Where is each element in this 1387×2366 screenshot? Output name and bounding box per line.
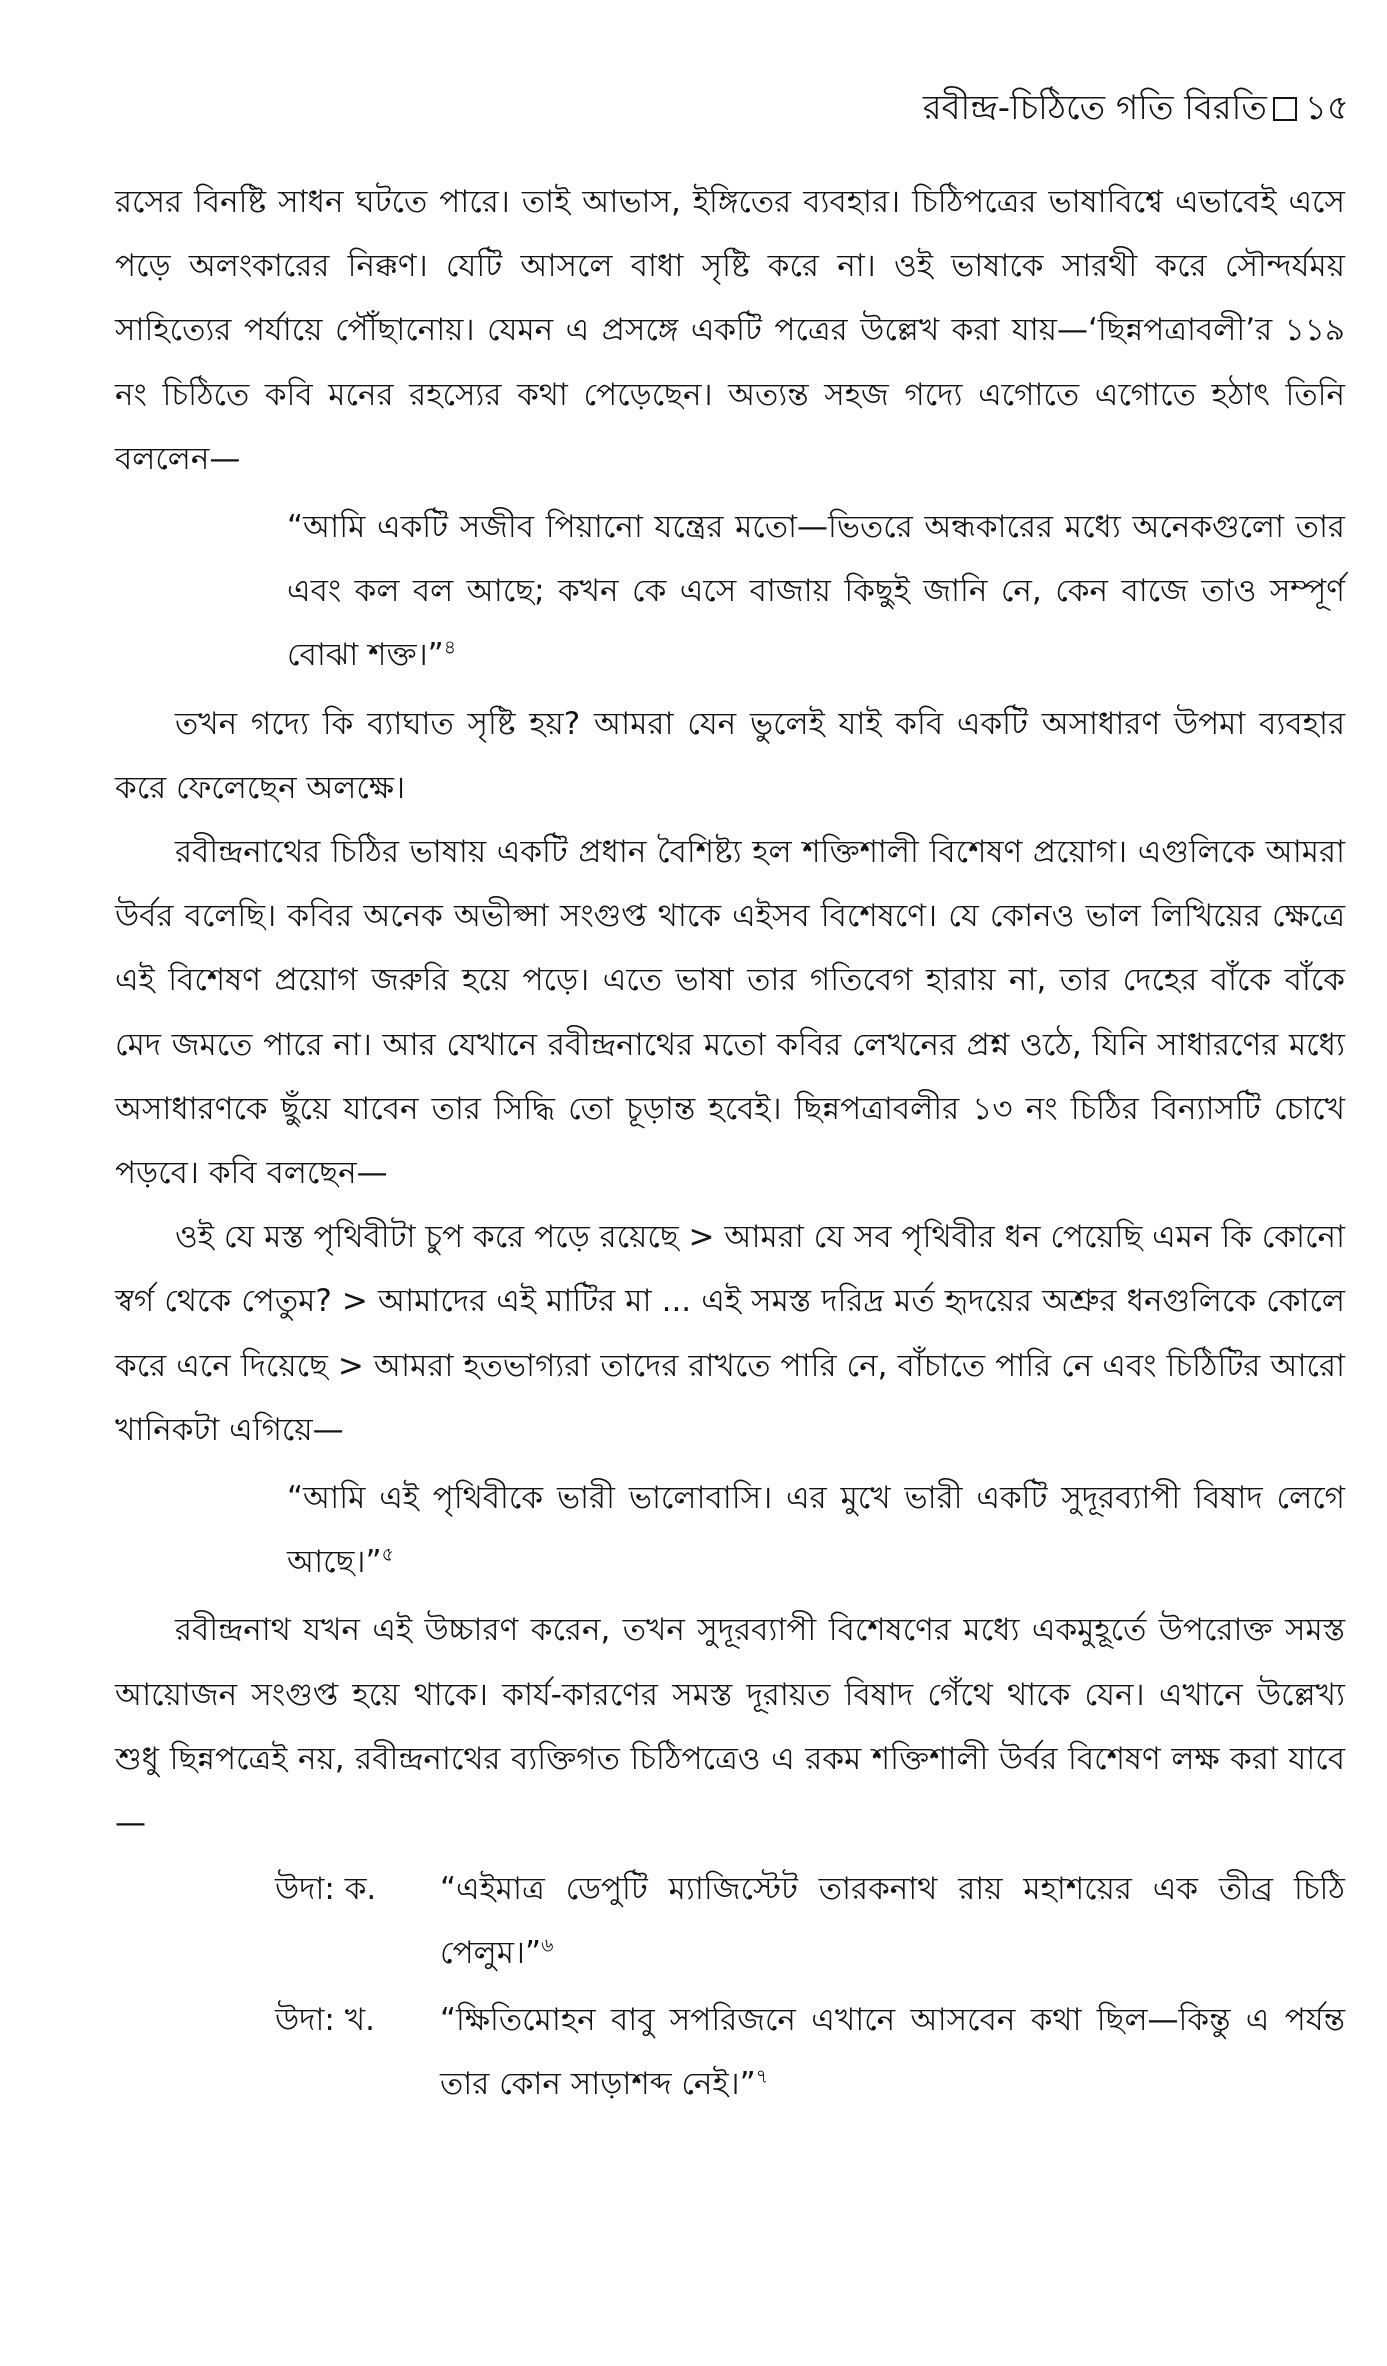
footnote-marker: ৭	[755, 2065, 769, 2088]
paragraph-4: ওই যে মস্ত পৃথিবীটা চুপ করে পড়ে রয়েছে > আমরা যে সব পৃথিবীর ধন পেয়েছি এমন কি কোনো স্বর্গ থেকে পেতুম? > আমাদের এই মাটির মা ... এই সমস্ত দরিদ্র মর্ত হৃদয়ের অশ্রুর ধনগুলিকে কোলে করে এনে দিয়েছে > আমরা হতভাগ্যরা তাদের রাখতে পারি নে, বাঁচাতে পারি নে এবং চিঠিটির আরো খানিকটা এগিয়ে—	[115, 1219, 1345, 1448]
running-head-title: রবীন্দ্র-চিঠিতে গতি বিরতি	[922, 88, 1267, 128]
paragraph-3: রবীন্দ্রনাথের চিঠির ভাষায় একটি প্রধান বৈশিষ্ট্য হল শক্তিশালী বিশেষণ প্রয়োগ। এগুলিকে আমরা উর্বর বলেছি। কবির অনেক অভীপ্সা সংগুপ্ত থাকে এইসব বিশেষণে। যে কোনও ভাল লিখিয়ের ক্ষেত্রে এই বিশেষণ প্রয়োগ জরুরি হয়ে পড়ে। এতে ভাষা তার গতিবেগ হারায় না, তার দেহের বাঁকে বাঁকে মেদ জমতে পারে না। আর যেখানে রবীন্দ্রনাথের মতো কবির লেখনের প্রশ্ন ওঠে, যিনি সাধারণের মধ্যে অসাধারণকে ছুঁয়ে যাবেন তার সিদ্ধি তো চূড়ান্ত হবেই। ছিন্নপত্রাবলীর ১৩ নং চিঠির বিন্যাসটি চোখে পড়বে। কবি বলছেন—	[115, 834, 1345, 1192]
paragraph-1: রসের বিনষ্টি সাধন ঘটতে পারে। তাই আভাস, ইঙ্গিতের ব্যবহার। চিঠিপত্রের ভাষাবিশ্বে এভাবেই এসে পড়ে অলংকারের নিক্কণ। যেটি আসলে বাধা সৃষ্টি করে না। ওই ভাষাকে সারথী করে সৌন্দর্যময় সাহিত্যের পর্যায়ে পৌঁছানোয়। যেমন এ প্রসঙ্গে একটি পত্রের উল্লেখ করা যায়—‘ছিন্নপত্রাবলী’র ১১৯ নং চিঠিতে কবি মনের রহস্যের কথা পেড়েছেন। অত্যন্ত সহজ গদ্যে এগোতে এগোতে হঠাৎ তিনি বললেন—	[115, 184, 1345, 477]
footnote-marker: ৪	[443, 637, 457, 660]
square-bullet-icon	[1273, 97, 1297, 121]
example-text-wrap	[440, 1988, 1345, 2116]
footnote-marker: ৫	[381, 1543, 394, 1566]
block-quote-2	[115, 1466, 1345, 1594]
example-text: “এইমাত্র ডেপুটি ম্যাজিস্টেট তারকনাথ রায় মহাশয়ের এক তীব্র চিঠি পেলুম।”	[440, 1871, 1345, 1972]
page-number: ১৫	[1304, 88, 1349, 128]
quote-text: “আমি একটি সজীব পিয়ানো যন্ত্রের মতো—ভিতরে অন্ধকারের মধ্যে অনেকগুলো তার এবং কল বল আছে; কখন কে এসে বাজায় কিছুই জানি নে, কেন বাজে তাও সম্পূর্ণ বোঝা শক্ত।”	[287, 509, 1345, 674]
body-text	[115, 170, 1345, 2116]
example-text-wrap	[440, 1857, 1345, 1985]
running-head	[923, 86, 1349, 130]
example-text: “ক্ষিতিমোহন বাবু সপরিজনে এখানে আসবেন কথা ছিল—কিন্তু এ পর্যন্ত তার কোন সাড়াশব্দ নেই।”	[440, 2001, 1345, 2102]
block-quote-1	[115, 495, 1345, 688]
example-label: উদা: খ.	[275, 2001, 375, 2038]
example-item	[115, 1988, 1345, 2116]
quote-text: “আমি এই পৃথিবীকে ভারী ভালোবাসি। এর মুখে ভারী একটি সুদূরব্যাপী বিষাদ লেগে আছে।”	[287, 1480, 1345, 1581]
footnote-marker: ৬	[541, 1935, 554, 1958]
example-item	[115, 1857, 1345, 1985]
example-label: উদা: ক.	[275, 1871, 377, 1908]
paragraph-2: তখন গদ্যে কি ব্যাঘাত সৃষ্টি হয়? আমরা যেন ভুলেই যাই কবি একটি অসাধারণ উপমা ব্যবহার করে ফেলেছেন অলক্ষে।	[115, 705, 1345, 806]
paragraph-5: রবীন্দ্রনাথ যখন এই উচ্চারণ করেন, তখন সুদূরব্যাপী বিশেষণের মধ্যে একমুহূর্তে উপরোক্ত সমস্ত আয়োজন সংগুপ্ত হয়ে থাকে। কার্য-কারণের সমস্ত দূরায়ত বিষাদ গেঁথে থাকে যেন। এখানে উল্লেখ্য শুধু ছিন্নপত্রেই নয়, রবীন্দ্রনাথের ব্যক্তিগত চিঠিপত্রেও এ রকম শক্তিশালী উর্বর বিশেষণ লক্ষ করা যাবে—	[115, 1612, 1345, 1842]
